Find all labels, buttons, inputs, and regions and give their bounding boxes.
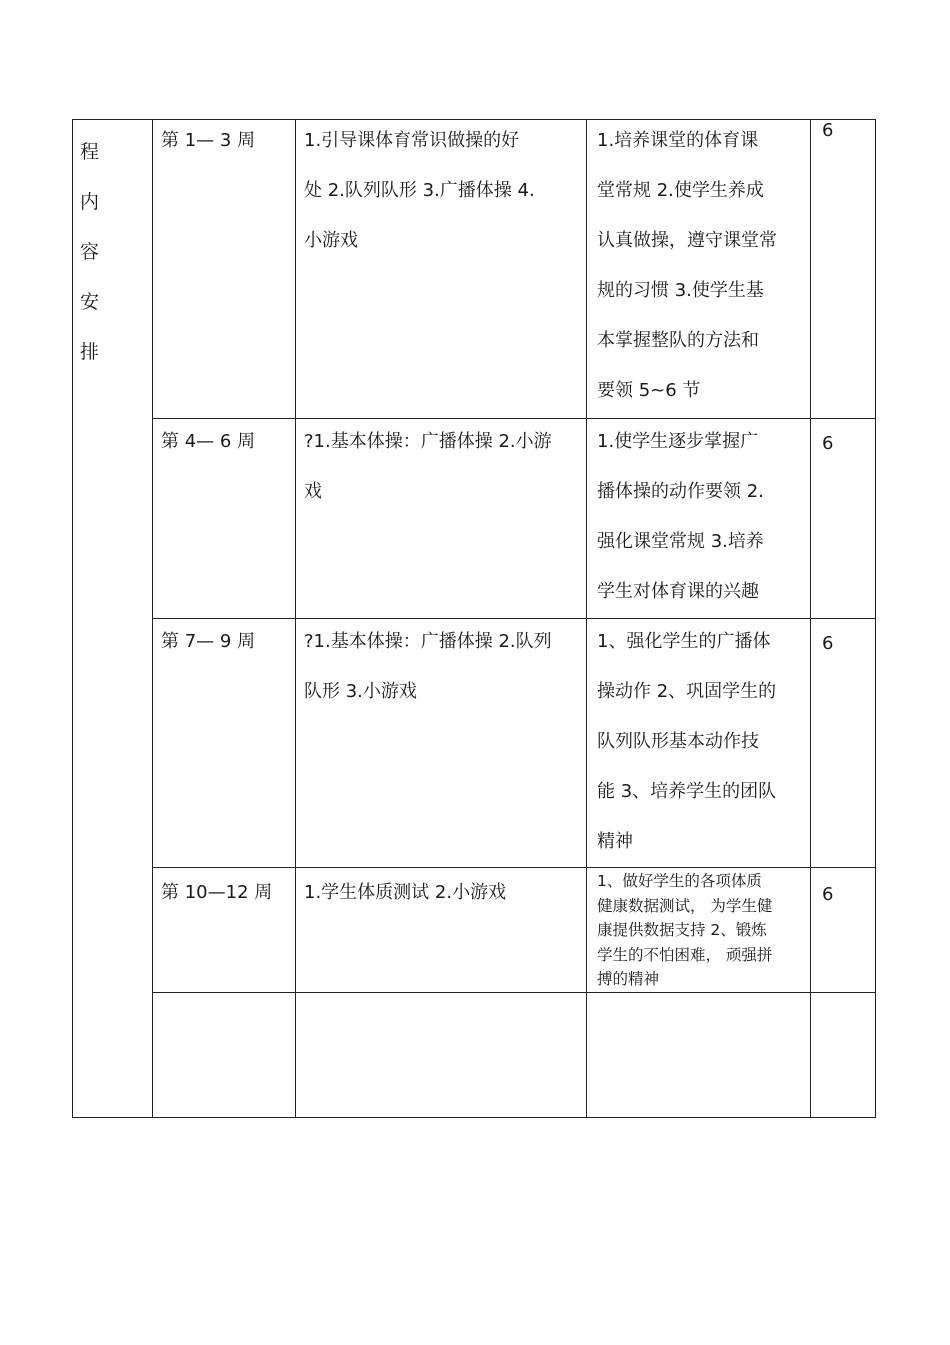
table-border-bottom — [72, 1117, 876, 1118]
hours-cell: 6 — [822, 633, 834, 654]
content-cell: ?1.基本体操：广播体操 2.队列 队形 3.小游戏 — [304, 631, 552, 702]
goal-cell: 1.使学生逐步掌握广 播体操的动作要领 2. 强化课堂常规 3.培养 学生对体育课的兴趣 — [597, 431, 764, 602]
week-cell: 第 10—12 周 — [161, 882, 273, 903]
hours-cell: 6 — [822, 884, 834, 905]
hours-cell: 6 — [822, 120, 834, 141]
goal-cell: 1、做好学生的各项体质 健康数据测试， 为学生健 康提供数据支持 2、锻炼 学生的不怕困难， 顽强拼 搏的精神 — [597, 872, 773, 988]
goal-cell: 1.培养课堂的体育课 堂常规 2.使学生养成 认真做操，遵守课堂常 规的习惯 3.使学生基 本掌握整队的方法和 要领 5~6 节 — [597, 130, 777, 401]
section-label: 程 内 容 安 排 — [80, 141, 100, 363]
goal-cell: 1、强化学生的广播体 操动作 2、巩固学生的 队列队形基本动作技 能 3、培养学生的团队 精神 — [597, 631, 777, 852]
hours-cell: 6 — [822, 433, 834, 454]
content-cell: ?1.基本体操：广播体操 2.小游 戏 — [304, 431, 552, 502]
week-cell: 第 7— 9 周 — [161, 631, 256, 652]
table-border-left — [72, 119, 73, 1118]
row-divider — [152, 992, 876, 993]
week-cell: 第 4— 6 周 — [161, 431, 256, 452]
week-cell: 第 1— 3 周 — [161, 130, 256, 151]
content-cell: 1.引导课体育常识做操的好 处 2.队列队形 3.广播体操 4. 小游戏 — [304, 130, 535, 251]
content-cell: 1.学生体质测试 2.小游戏 — [304, 882, 507, 903]
schedule-table — [72, 119, 876, 1118]
